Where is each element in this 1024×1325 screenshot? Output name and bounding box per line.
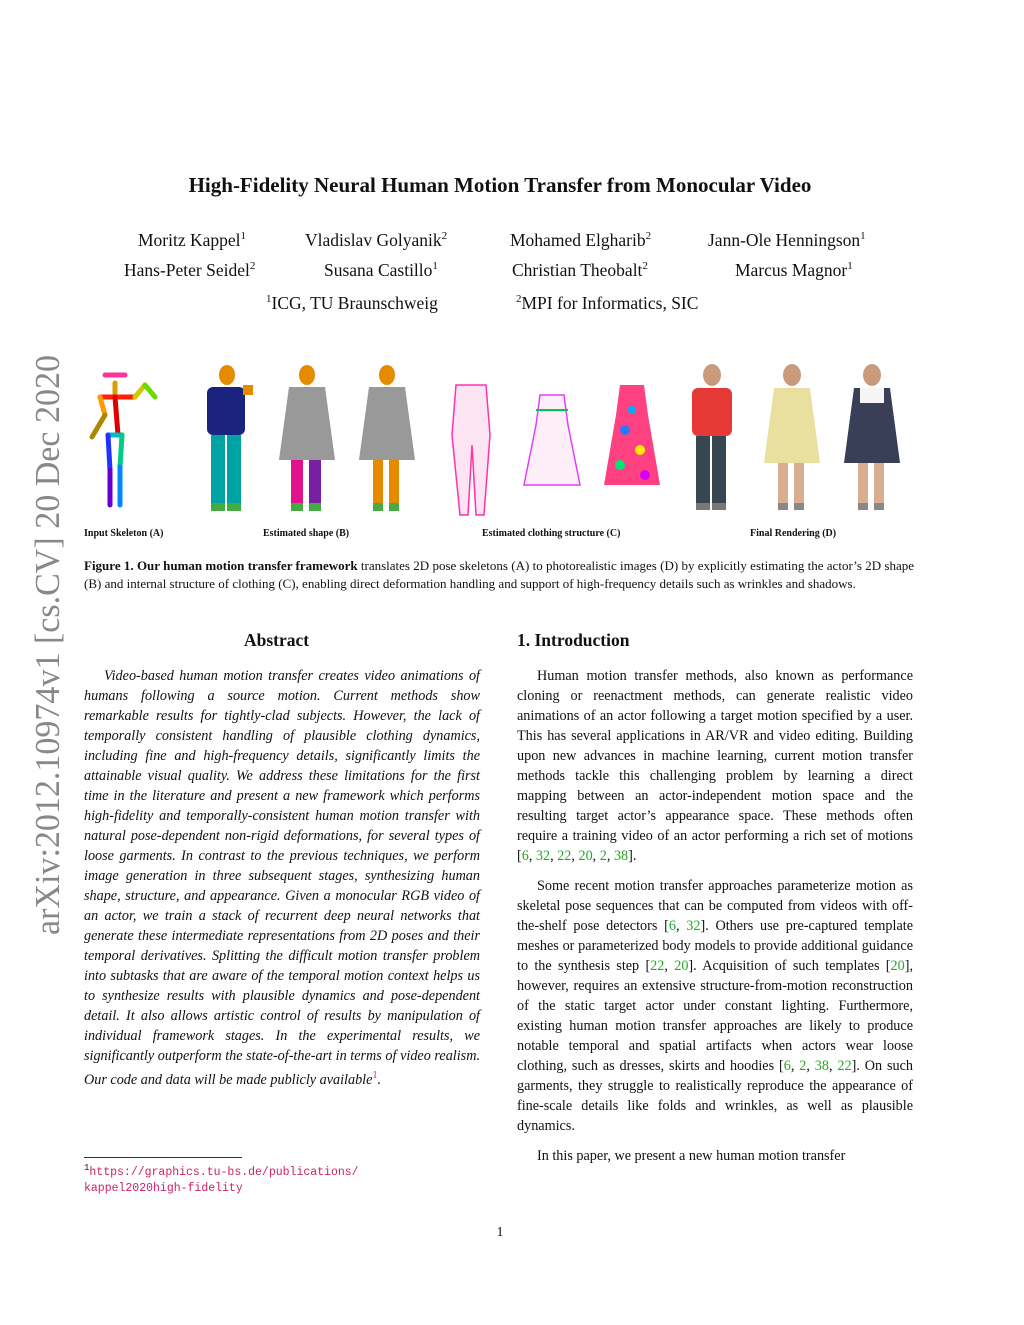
citation[interactable]: 6 — [783, 1058, 791, 1074]
author: Christian Theobalt$^2$ — [512, 260, 648, 280]
footnote-url-link-cont[interactable]: kappel2020high-fidelity — [84, 1181, 243, 1195]
abstract-text: Video-based human motion transfer creates video animations of humans following a source motion. Current methods show remarkable results for tightly-clad subjects. However, the lack of temporally consistent handling of plausible clothing dynamics, including fine and high-frequency details, significantly limits the attainable visual quality. We address these limitations for the first time in the literature and present a new framework which performs high-fidelity and temporally-consistent human motion transfer with natural pose-dependent non-rigid deformations, for several types of loose garments. In contrast to the previous techniques, we perform image generation in three subsequent stages, synthesizing human shape, structure, and appearance. Given a monocular RGB video of an actor, we train a stack of recurrent deep neural networks that generate these intermediate representations from 2D poses and their temporal derivatives. Splitting the difficult motion transfer problem into subtasks that are aware of the temporal motion context helps us to synthesize results with plausible dynamics and pose-dependent detail. It also allows artistic control of results by manipulation of individual framework stages. In the experimental results, we significantly outperform the state-of-the-art in terms of video realism. Our code and data will be made publicly available$^1$. — [84, 668, 480, 1088]
introduction-body — [517, 666, 913, 1176]
citation[interactable]: 20 — [890, 958, 905, 974]
structure-figure-3 — [604, 385, 660, 485]
structure-figure-2 — [524, 395, 580, 485]
affiliation: $^1$ICG, TU Braunschweig — [266, 293, 438, 313]
author: Mohamed Elgharib$^2$ — [510, 230, 652, 250]
rendering-figure-3 — [844, 364, 900, 510]
figure-caption: Figure 1. Our human motion transfer framework translates 2D pose skeletons (A) to photorealistic images (D) by explicitly estimating the actor’s 2D shape (B) and internal structure of clothing (C), enabling direct deformation handling and support of high-frequency details such as wrinkles and shadows. — [84, 558, 914, 591]
rendering-figure-2 — [764, 364, 820, 510]
citation[interactable]: 22 — [650, 958, 665, 974]
author: Marcus Magnor$^1$ — [735, 260, 853, 280]
figure-label-a: Input Skeleton (A) — [84, 528, 164, 539]
footnote-rule — [84, 1157, 242, 1158]
figure-label-d: Final Rendering (D) — [750, 528, 837, 539]
shape-figure-2 — [279, 365, 335, 511]
arxiv-id-text: arXiv:2012.10974v1 [cs.CV] 20 Dec 2020 — [28, 350, 67, 935]
footnote-url-link[interactable]: https://graphics.tu-bs.de/publications/ — [89, 1165, 359, 1179]
teaser-figure — [80, 355, 920, 525]
author: Vladislav Golyanik$^2$ — [305, 230, 448, 250]
citation[interactable]: 2 — [599, 848, 607, 864]
author: Jann-Ole Henningson$^1$ — [708, 230, 866, 250]
figure-label-b: Estimated shape (B) — [263, 528, 350, 539]
citation[interactable]: 22 — [557, 848, 572, 864]
citation[interactable]: 32 — [535, 848, 551, 864]
citation[interactable]: 6 — [521, 848, 529, 864]
citation[interactable]: 20 — [578, 848, 593, 864]
author: Hans-Peter Seidel$^2$ — [124, 260, 256, 280]
intro-paragraph-2: Some recent motion transfer approaches parameterize motion as skeletal pose sequences that can be computed from videos with off-the-shelf pose detectors [6, 32]. Others use pre-captured template meshes or parameterized body models to provide additional guidance to the synthesis step [22, 20]. Acquisition of such templates [20], however, requires an extensive structure-from-motion reconstruction of the static target actor under constant lighting. Furthermore, existing human motion transfer approaches are likely to produce notable temporal and spatial artifacts when actors wear loose clothing, such as dresses, skirts and hoodies [6, 2, 38, 22]. On such garments, they struggle to realistically reproduce the appearance of fine-scale details like folds and wrinkles, as well as plausible dynamics. — [517, 878, 913, 1134]
affiliation: $^2$MPI for Informatics, SIC — [516, 293, 699, 313]
structure-figure-1 — [452, 385, 490, 515]
citation[interactable]: 6 — [668, 918, 676, 934]
citation[interactable]: 22 — [837, 1058, 852, 1074]
arxiv-identifier — [4, 350, 84, 940]
citation[interactable]: 32 — [686, 918, 701, 934]
shape-figure-1 — [207, 365, 253, 511]
intro-paragraph-1: Human motion transfer methods, also known as performance cloning or reenactment methods, can generate realistic video animations of an actor following a target motion specified by a user. This has several applications in AR/VR and video editing. Building upon new advances in machine learning, current motion transfer methods tackle this challenging problem by learning a direct mapping between an actor-independent motion space and the resulting target actor’s appearance space. These methods often require a training video of an actor performing a rich set of motions [6, 32, 22, 20, 2, 38]. — [517, 668, 913, 864]
rendering-figure-1 — [692, 364, 732, 510]
citation[interactable]: 20 — [674, 958, 689, 974]
citation[interactable]: 2 — [799, 1058, 807, 1074]
citation[interactable]: 38 — [814, 1058, 829, 1074]
skeleton-figure — [92, 375, 155, 505]
author: Moritz Kappel$^1$ — [138, 230, 247, 250]
intro-paragraph-3: In this paper, we present a new human motion transfer — [537, 1148, 846, 1164]
paper-title: High-Fidelity Neural Human Motion Transfer from Monocular Video — [188, 173, 812, 197]
figure-label-c: Estimated clothing structure (C) — [482, 528, 621, 539]
intro-heading: 1. Introduction — [517, 630, 630, 650]
page-number: 1 — [496, 1225, 504, 1240]
footnote: $^1$https://graphics.tu-bs.de/publications/ kappel2020high-fidelity — [84, 1163, 359, 1195]
footnote-link[interactable]: 1 — [372, 1070, 378, 1081]
abstract-heading: Abstract — [244, 630, 310, 650]
author: Susana Castillo$^1$ — [324, 260, 438, 280]
shape-figure-3 — [359, 365, 415, 511]
citation[interactable]: 38 — [613, 848, 629, 864]
